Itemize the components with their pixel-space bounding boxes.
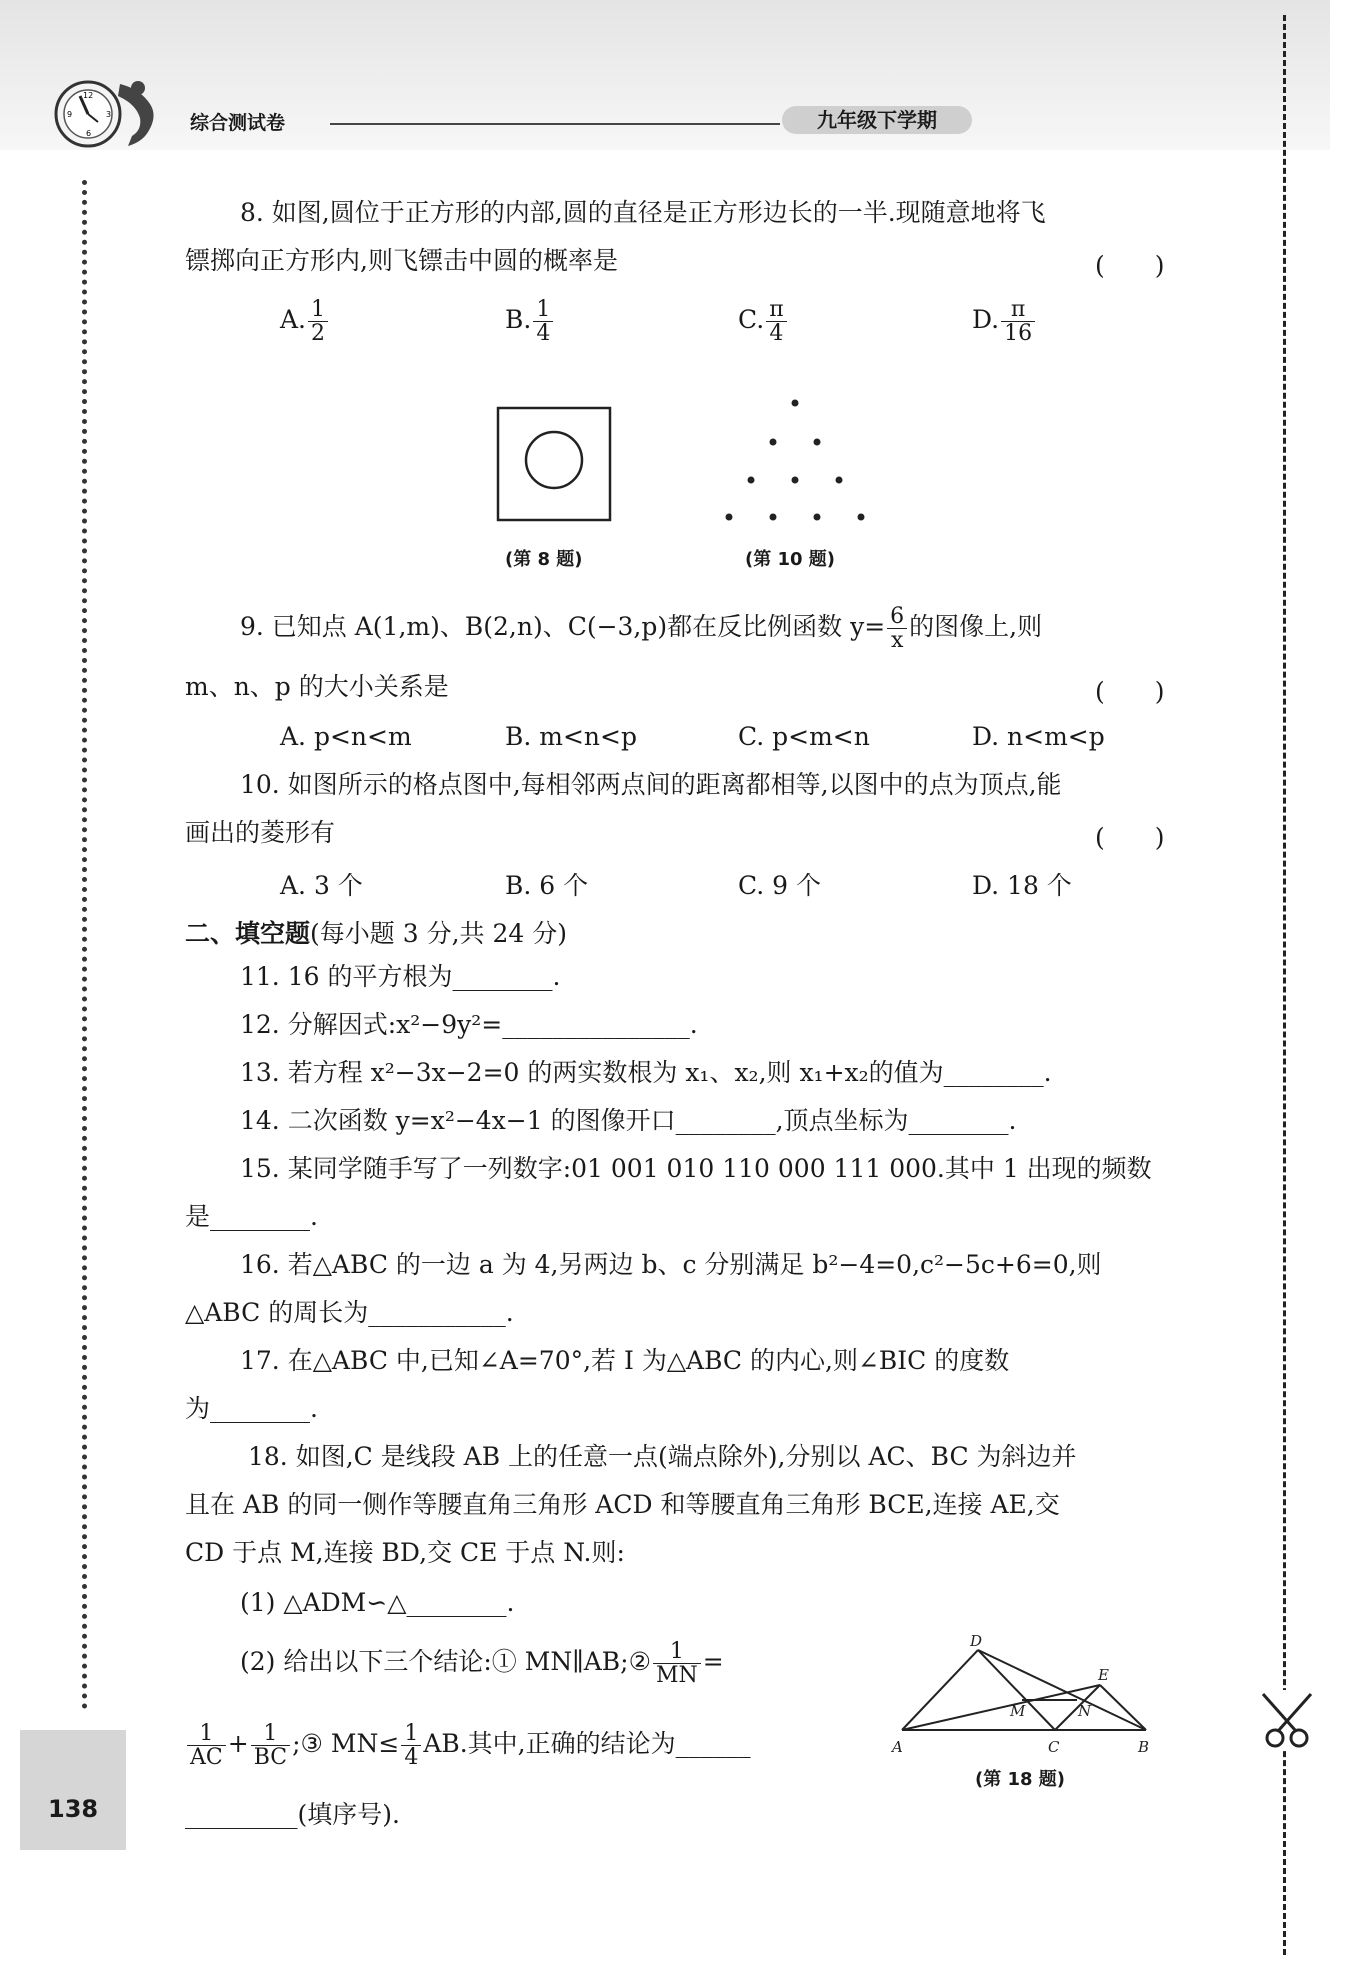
svg-text:9: 9 xyxy=(67,110,73,119)
q18-label-e: E xyxy=(1098,1666,1109,1684)
q18-label-n: N xyxy=(1078,1702,1092,1720)
q8-option-d: D. $\frac{\pi}{16}$ xyxy=(972,298,1037,345)
q9-option-b: B. m<n<p xyxy=(505,722,637,751)
q11: 11. 16 的平方根为________. xyxy=(240,962,561,991)
svg-text:3: 3 xyxy=(106,110,112,119)
grade-badge: 九年级下学期 xyxy=(782,106,972,134)
svg-text:12: 12 xyxy=(83,91,94,100)
q17-line2: 为________. xyxy=(185,1394,318,1423)
q10-option-b: B. 6 个 xyxy=(505,871,589,900)
q18-label-c: C xyxy=(1048,1738,1060,1756)
q14: 14. 二次函数 y=x²−4x−1 的图像开口________,顶点坐标为________. xyxy=(240,1106,1017,1135)
section-fill-in-title: 二、填空题(每小题 3 分,共 24 分) xyxy=(185,919,567,948)
q9-line1: 9. 已知点 A(1,m)、B(2,n)、C(−3,p)都在反比例函数 y= $\frac{6}{x}$ 的图像上,则 xyxy=(240,604,1043,654)
q9-option-c: C. p<m<n xyxy=(738,722,870,751)
q18-part2: (2) 给出以下三个结论:① MN∥AB;② $\frac{1}{MN}$ = xyxy=(240,1639,724,1689)
q8-option-b: B. $\frac{1}{4}$ xyxy=(505,298,555,345)
q10-option-d: D. 18 个 xyxy=(972,871,1072,900)
binding-dotted-line xyxy=(82,180,87,1710)
clock-runner-logo-icon xyxy=(50,74,180,154)
q18-part1: (1) △ADM∽△________. xyxy=(240,1588,515,1617)
q16-line1: 16. 若△ABC 的一边 a 为 4,另两边 b、c 分别满足 b²−4=0,c²−5c+6=0,则 xyxy=(240,1250,1102,1279)
q15-line2: 是________. xyxy=(185,1202,318,1231)
q8-option-c: C. $\frac{\pi}{4}$ xyxy=(738,298,789,345)
q9-answer-paren: ( ) xyxy=(1095,677,1165,706)
q8-line2: 镖掷向正方形内,则飞镖击中圆的概率是 xyxy=(185,246,618,275)
q8-answer-paren: ( ) xyxy=(1095,251,1165,280)
q8-square-circle-figure xyxy=(495,405,615,525)
q18-line3: CD 于点 M,连接 BD,交 CE 于点 N.则: xyxy=(185,1538,625,1567)
q10-option-c: C. 9 个 xyxy=(738,871,821,900)
q15-line1: 15. 某同学随手写了一列数字:01 001 010 110 000 111 000.其中 1 出现的频数 xyxy=(240,1154,1152,1183)
q18-label-d: D xyxy=(970,1632,983,1650)
q18-label-m: M xyxy=(1010,1702,1026,1720)
q10-dot-grid-figure xyxy=(715,395,875,525)
q8-option-a: A. $\frac{1}{2}$ xyxy=(280,298,330,345)
header-rule xyxy=(330,123,780,125)
q10-figure-caption: (第 10 题) xyxy=(745,549,836,570)
q10-line2: 画出的菱形有 xyxy=(185,818,336,847)
q18-label-a: A xyxy=(892,1738,903,1756)
scissors-icon xyxy=(1255,1690,1319,1750)
q8-figure-caption: (第 8 题) xyxy=(505,549,583,570)
q18-line2: 且在 AB 的同一侧作等腰直角三角形 ACD 和等腰直角三角形 BCE,连接 AE,交 xyxy=(185,1490,1060,1519)
q10-line1: 10. 如图所示的格点图中,每相邻两点间的距离都相等,以图中的点为顶点,能 xyxy=(240,770,1062,799)
q10-answer-paren: ( ) xyxy=(1095,823,1165,852)
page-number: 138 xyxy=(48,1795,99,1823)
q18-label-b: B xyxy=(1138,1738,1150,1756)
q9-option-a: A. p<n<m xyxy=(280,722,412,751)
q9-line2: m、n、p 的大小关系是 xyxy=(185,672,449,701)
q10-option-a: A. 3 个 xyxy=(280,871,363,900)
q18-figure-caption: (第 18 题) xyxy=(975,1769,1066,1790)
q17-line1: 17. 在△ABC 中,已知∠A=70°,若 I 为△ABC 的内心,则∠BIC 的度数 xyxy=(240,1346,1010,1375)
q12: 12. 分解因式:x²−9y²=_______________. xyxy=(240,1010,698,1039)
page-number-box xyxy=(20,1730,126,1850)
q16-line2: △ABC 的周长为___________. xyxy=(185,1298,514,1327)
q13: 13. 若方程 x²−3x−2=0 的两实数根为 x₁、x₂,则 x₁+x₂的值为________. xyxy=(240,1058,1052,1087)
q18-part2-cont: $\frac{1}{AC}$ + $\frac{1}{BC}$ ;③ MN≤ $\frac{1}{4}$ AB.其中,正确的结论为______ xyxy=(185,1722,751,1769)
q9-option-d: D. n<m<p xyxy=(972,722,1105,751)
svg-text:6: 6 xyxy=(86,129,92,138)
q8-line1: 8. 如图,圆位于正方形的内部,圆的直径是正方形边长的一半.现随意地将飞 xyxy=(240,198,1046,227)
q18-part3: _________(填序号). xyxy=(185,1800,400,1829)
cut-line xyxy=(1283,15,1286,1955)
header-title: 综合测试卷 xyxy=(190,112,286,134)
q18-line1: 18. 如图,C 是线段 AB 上的任意一点(端点除外),分别以 AC、BC 为斜边并 xyxy=(248,1442,1077,1471)
q18-triangle-figure xyxy=(890,1630,1160,1760)
